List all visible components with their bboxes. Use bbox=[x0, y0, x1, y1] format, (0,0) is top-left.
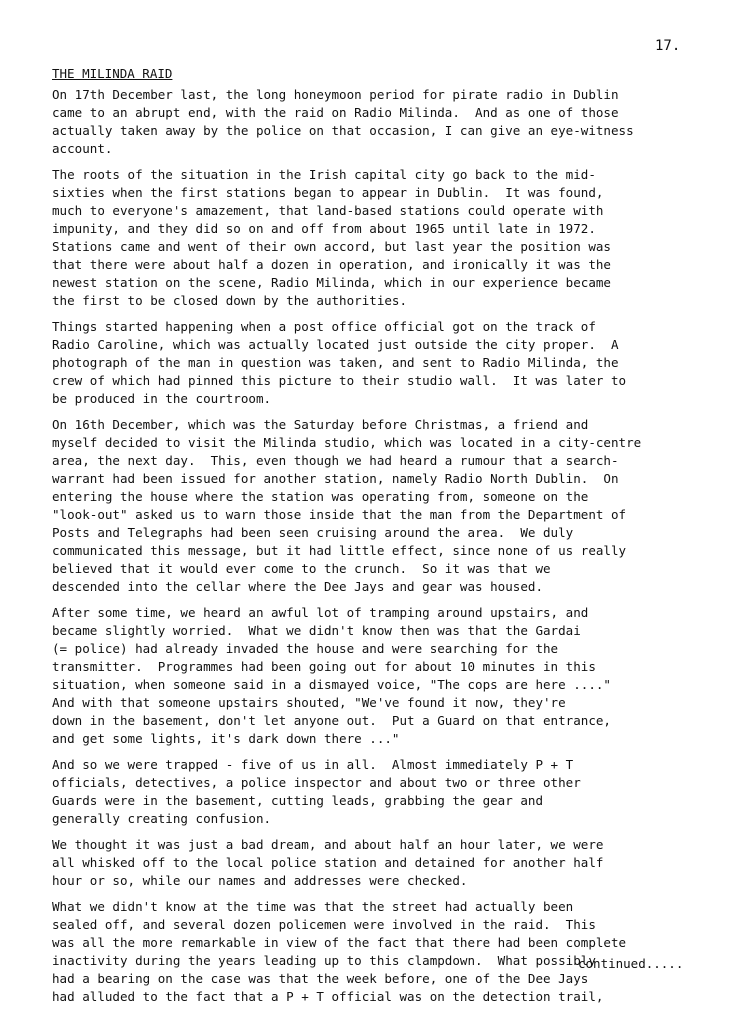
article-title: THE MILINDA RAID bbox=[52, 66, 173, 81]
text-line: Things started happening when a post office official got on the track of bbox=[52, 319, 596, 334]
text-line: Stations came and went of their own accord, but last year the position was bbox=[52, 239, 611, 254]
text-line: that there were about half a dozen in operation, and ironically it was the bbox=[52, 257, 611, 272]
text-line: "look-out" asked us to warn those inside that the man from the Department of bbox=[52, 507, 627, 522]
text-line: The roots of the situation in the Irish capital city go back to the mid- bbox=[52, 167, 596, 182]
text-line: situation, when someone said in a dismayed voice, "The cops are here ...." bbox=[52, 677, 611, 692]
text-line: officials, detectives, a police inspector and about two or three other bbox=[52, 775, 581, 790]
text-line: all whisked off to the local police station and detained for another half bbox=[52, 855, 604, 870]
text-line: generally creating confusion. bbox=[52, 811, 272, 826]
text-line: crew of which had pinned this picture to their studio wall. It was later to bbox=[52, 373, 627, 388]
text-line: hour or so, while our names and addresses were checked. bbox=[52, 873, 468, 888]
text-line: be produced in the courtroom. bbox=[52, 391, 272, 406]
text-line: Guards were in the basement, cutting leads, grabbing the gear and bbox=[52, 793, 544, 808]
text-line: had a bearing on the case was that the week before, one of the Dee Jays bbox=[52, 971, 589, 986]
text-line: became slightly worried. What we didn't know then was that the Gardai bbox=[52, 623, 581, 638]
text-line: was all the more remarkable in view of the fact that there had been complete bbox=[52, 935, 627, 950]
text-line: (= police) had already invaded the house and were searching for the bbox=[52, 641, 559, 656]
text-line: actually taken away by the police on that occasion, I can give an eye-witness bbox=[52, 123, 634, 138]
text-line: much to everyone's amazement, that land-based stations could operate with bbox=[52, 203, 604, 218]
text-line: and get some lights, it's dark down there ..." bbox=[52, 731, 400, 746]
paragraph bbox=[52, 318, 702, 408]
text-line: entering the house where the station was operating from, someone on the bbox=[52, 489, 589, 504]
paragraph bbox=[52, 756, 702, 828]
paragraph bbox=[52, 836, 702, 890]
paragraph bbox=[52, 416, 702, 596]
text-line: inactivity during the years leading up to this clampdown. What possibly bbox=[52, 953, 596, 968]
text-line: And so we were trapped - five of us in all. Almost immediately P + T bbox=[52, 757, 574, 772]
text-line: After some time, we heard an awful lot of tramping around upstairs, and bbox=[52, 605, 589, 620]
paragraph bbox=[52, 86, 702, 158]
text-line: myself decided to visit the Milinda studio, which was located in a city-centre bbox=[52, 435, 642, 450]
continued-marker: continued..... bbox=[578, 956, 684, 971]
text-line: account. bbox=[52, 141, 113, 156]
text-line: warrant had been issued for another station, namely Radio North Dublin. On bbox=[52, 471, 619, 486]
text-line: On 17th December last, the long honeymoon period for pirate radio in Dublin bbox=[52, 87, 619, 102]
text-line: believed that it would ever come to the crunch. So it was that we bbox=[52, 561, 551, 576]
paragraph bbox=[52, 166, 702, 310]
text-line: came to an abrupt end, with the raid on Radio Milinda. And as one of those bbox=[52, 105, 619, 120]
text-line: sixties when the first stations began to appear in Dublin. It was found, bbox=[52, 185, 604, 200]
text-line: And with that someone upstairs shouted, "We've found it now, they're bbox=[52, 695, 566, 710]
text-line: descended into the cellar where the Dee Jays and gear was housed. bbox=[52, 579, 544, 594]
text-line: impunity, and they did so on and off from about 1965 until late in 1972. bbox=[52, 221, 596, 236]
page-number: 17. bbox=[655, 38, 681, 54]
text-line: We thought it was just a bad dream, and about half an hour later, we were bbox=[52, 837, 604, 852]
text-line: transmitter. Programmes had been going out for about 10 minutes in this bbox=[52, 659, 596, 674]
paragraph bbox=[52, 898, 702, 1006]
article-body bbox=[52, 86, 702, 1014]
text-line: What we didn't know at the time was that the street had actually been bbox=[52, 899, 574, 914]
text-line: down in the basement, don't let anyone out. Put a Guard on that entrance, bbox=[52, 713, 611, 728]
text-line: had alluded to the fact that a P + T official was on the detection trail, bbox=[52, 989, 604, 1004]
text-line: area, the next day. This, even though we had heard a rumour that a search- bbox=[52, 453, 619, 468]
text-line: the first to be closed down by the authorities. bbox=[52, 293, 408, 308]
paragraph bbox=[52, 604, 702, 748]
text-line: newest station on the scene, Radio Milinda, which in our experience became bbox=[52, 275, 611, 290]
text-line: Posts and Telegraphs had been seen cruising around the area. We duly bbox=[52, 525, 574, 540]
text-line: On 16th December, which was the Saturday before Christmas, a friend and bbox=[52, 417, 589, 432]
text-line: photograph of the man in question was taken, and sent to Radio Milinda, the bbox=[52, 355, 619, 370]
text-line: communicated this message, but it had little effect, since none of us really bbox=[52, 543, 627, 558]
text-line: sealed off, and several dozen policemen were involved in the raid. This bbox=[52, 917, 596, 932]
text-line: Radio Caroline, which was actually located just outside the city proper. A bbox=[52, 337, 619, 352]
